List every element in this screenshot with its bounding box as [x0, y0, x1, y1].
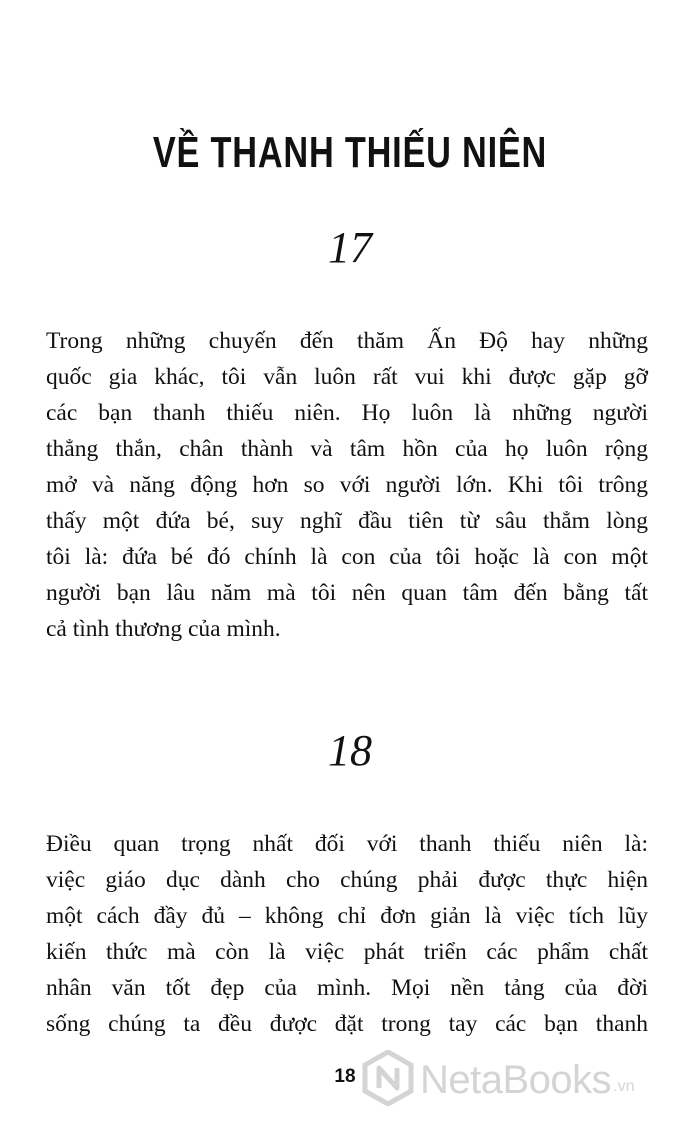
watermark-brand: NetaBooks	[420, 1057, 612, 1102]
paragraph-line: người bạn lâu năm mà tôi nên quan tâm đến bằng tất	[46, 580, 648, 606]
paragraph-line: Trong những chuyến đến thăm Ấn Độ hay những	[46, 328, 648, 354]
paragraph-line: quốc gia khác, tôi vẫn luôn rất vui khi được gặp gỡ	[46, 364, 648, 390]
chapter-title: VỀ THANH THIẾU NIÊN	[152, 128, 548, 177]
paragraph-line: tôi là: đứa bé đó chính là con của tôi hoặc là con một	[46, 544, 648, 570]
paragraph-line: việc giáo dục dành cho chúng phải được thực hiện	[46, 867, 648, 893]
section-paragraph	[46, 323, 648, 647]
paragraph-line: nhân văn tốt đẹp của mình. Mọi nền tảng của đời	[46, 975, 648, 1001]
paragraph-line: thẳng thắn, chân thành và tâm hồn của họ luôn rộng	[46, 436, 648, 462]
paragraph-line: Điều quan trọng nhất đối với thanh thiếu niên là:	[46, 831, 648, 857]
section-number: 18	[328, 726, 372, 775]
paragraph-line: kiến thức mà còn là việc phát triển các phẩm chất	[46, 939, 648, 965]
section-paragraph	[46, 826, 648, 1042]
paragraph-line: các bạn thanh thiếu niên. Họ luôn là những người	[46, 400, 648, 426]
paragraph-line: sống chúng ta đều được đặt trong tay các bạn thanh	[46, 1011, 648, 1037]
paragraph-line: thấy một đứa bé, suy nghĩ đầu tiên từ sâu thẳm lòng	[46, 508, 648, 534]
paragraph-line: một cách đầy đủ – không chỉ đơn giản là việc tích lũy	[46, 903, 648, 929]
watermark-suffix: .vn	[613, 1078, 635, 1095]
page-number: 18	[334, 1066, 356, 1087]
section-number: 17	[328, 223, 372, 272]
watermark	[362, 1050, 635, 1110]
paragraph-line: cả tình thương của mình.	[46, 616, 281, 642]
netabooks-logo-icon	[362, 1050, 414, 1111]
paragraph-line: mở và năng động hơn so với người lớn. Khi tôi trông	[46, 472, 648, 498]
